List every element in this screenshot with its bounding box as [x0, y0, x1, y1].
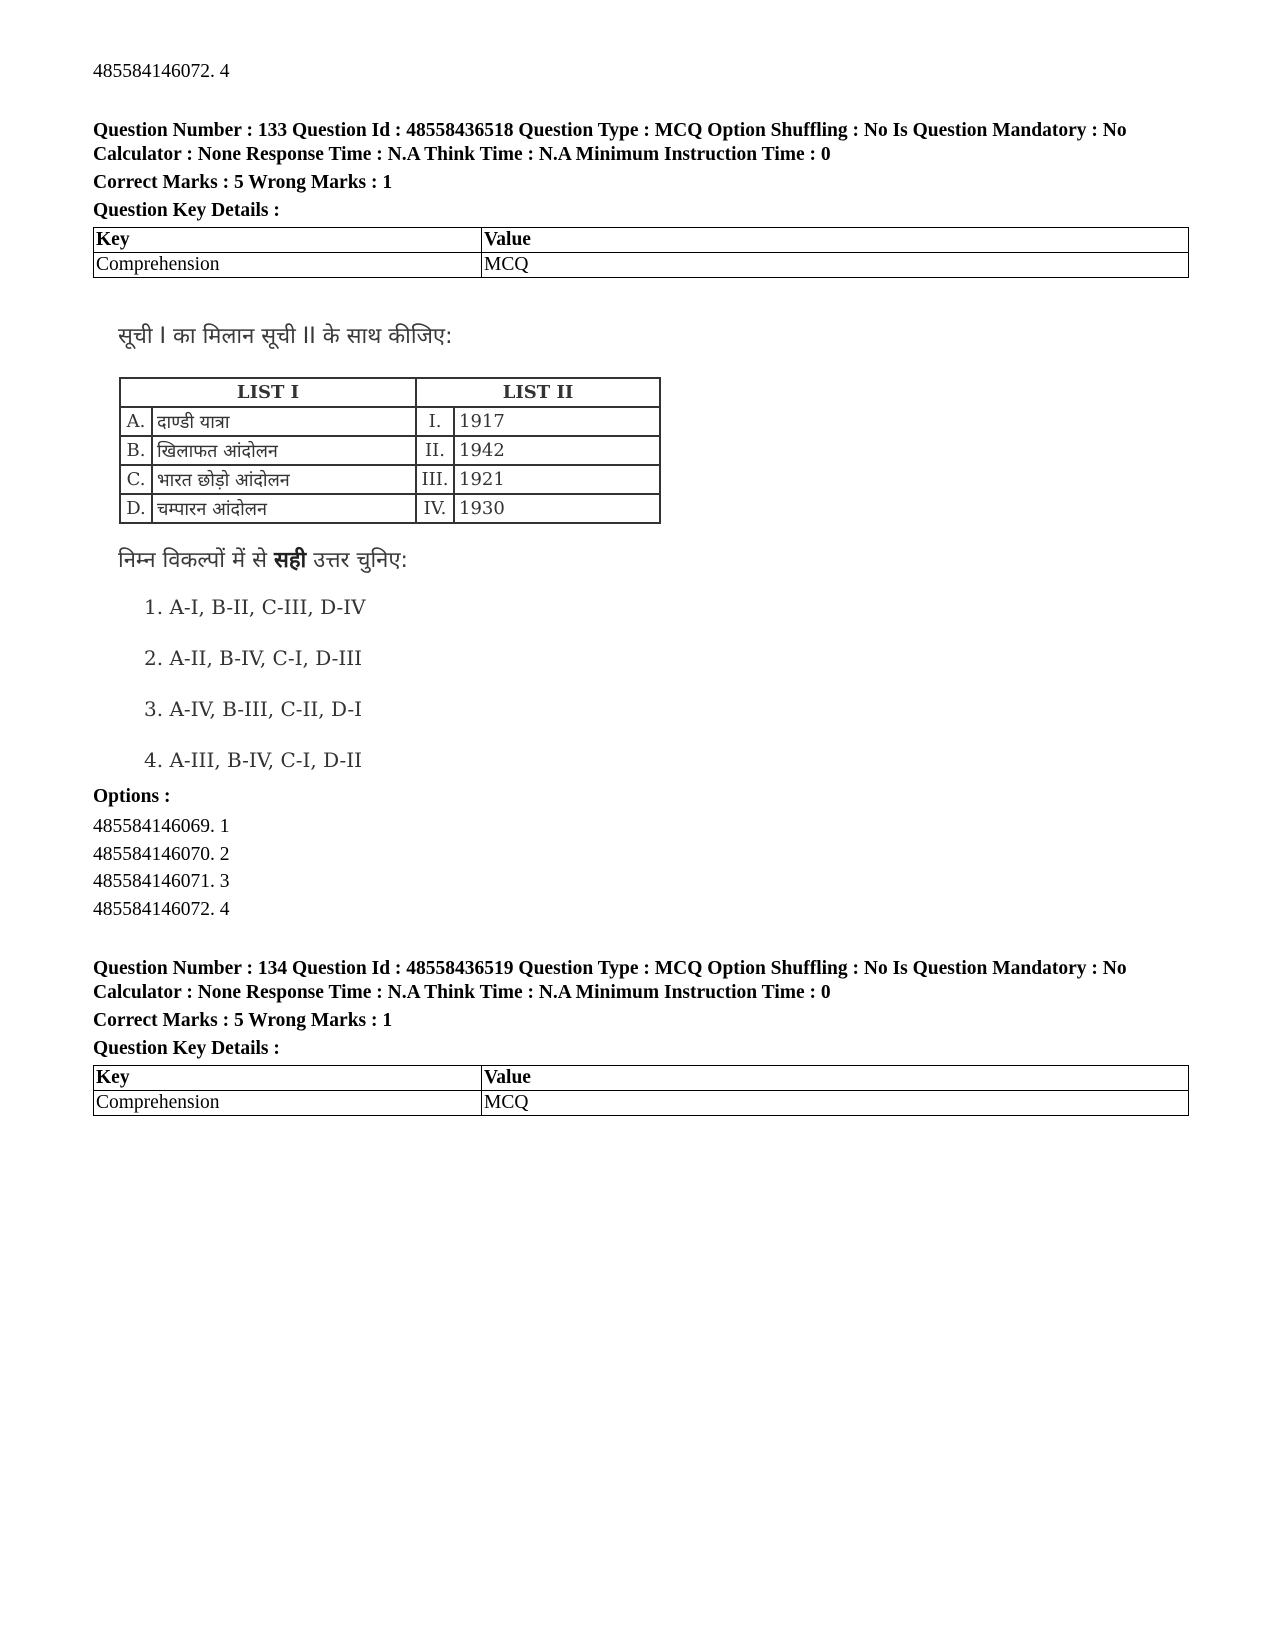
table-header-row [94, 1066, 1189, 1091]
question-image [114, 312, 734, 792]
key-details-table [93, 227, 1189, 278]
list2-year: 1930 [454, 494, 660, 523]
table-cell-key: Comprehension [94, 253, 482, 278]
list1-letter: B. [120, 436, 152, 465]
list1-item: भारत छोड़ो आंदोलन [152, 465, 416, 494]
choice-item: 1. A-I, B-II, C-III, D-IV [144, 595, 366, 619]
match-lists-table [119, 377, 661, 524]
options-label: Options : [93, 786, 171, 807]
list1-item: खिलाफत आंदोलन [152, 436, 416, 465]
table-cell-key: Comprehension [94, 1091, 482, 1116]
option-item: 485584146069. 1 [93, 816, 230, 837]
choice-item: 4. A-III, B-IV, C-I, D-II [144, 748, 363, 772]
choose-instruction [118, 544, 408, 574]
table-row [120, 494, 660, 523]
choose-bold-word: सही [274, 548, 307, 573]
choice-item: 2. A-II, B-IV, C-I, D-III [144, 646, 363, 670]
question-133-block [93, 119, 1193, 278]
list2-roman: IV. [416, 494, 454, 523]
option-item: 485584146071. 3 [93, 871, 230, 892]
table-header-key: Key [94, 1066, 482, 1091]
option-item: 485584146072. 4 [93, 898, 230, 920]
choice-item: 3. A-IV, B-III, C-II, D-I [144, 697, 363, 721]
table-cell-value: MCQ [482, 1091, 1189, 1116]
question-header: Question Number : 133 Question Id : 48558436518 Question Type : MCQ Option Shuffling : No Is Question Mandatory : No Calculator : None Response Time : N.A Think Time : N.A Minimum Instruction Time : 0 [93, 120, 1127, 165]
question-134-block [93, 957, 1193, 1116]
list2-year: 1917 [454, 407, 660, 436]
table-row [94, 1091, 1189, 1116]
list2-year: 1942 [454, 436, 660, 465]
option-item: 485584146070. 2 [93, 843, 230, 865]
table-header-value: Value [482, 228, 1189, 253]
list1-item: दाण्डी यात्रा [152, 407, 416, 436]
key-details-label: Question Key Details : [93, 200, 280, 221]
table-header-row [94, 228, 1189, 253]
table-row [120, 465, 660, 494]
table-header-value: Value [482, 1066, 1189, 1091]
list2-roman: II. [416, 436, 454, 465]
table-header-key: Key [94, 228, 482, 253]
marks-line: Correct Marks : 5 Wrong Marks : 1 [93, 172, 393, 193]
options-list [93, 813, 230, 923]
list2-header: LIST II [416, 378, 660, 407]
choice-list [144, 592, 366, 796]
question-header: Question Number : 134 Question Id : 48558436519 Question Type : MCQ Option Shuffling : No Is Question Mandatory : No Calculator : None Response Time : N.A Think Time : N.A Minimum Instruction Time : 0 [93, 958, 1127, 1003]
table-cell-value: MCQ [482, 253, 1189, 278]
list2-roman: I. [416, 407, 454, 436]
choose-prefix: निम्न विकल्पों में से [118, 548, 274, 573]
table-row [120, 436, 660, 465]
list2-year: 1921 [454, 465, 660, 494]
lists-header-row [120, 378, 660, 407]
table-row [120, 407, 660, 436]
table-row [94, 253, 1189, 278]
list2-roman: III. [416, 465, 454, 494]
list1-letter: D. [120, 494, 152, 523]
list1-item: चम्पारन आंदोलन [152, 494, 416, 523]
previous-option-line: 485584146072. 4 [93, 61, 230, 82]
list1-letter: A. [120, 407, 152, 436]
key-details-table [93, 1065, 1189, 1116]
marks-line: Correct Marks : 5 Wrong Marks : 1 [93, 1010, 393, 1031]
question-instruction: सूची I का मिलान सूची II के साथ कीजिए: [118, 324, 453, 349]
choose-suffix: उत्तर चुनिए: [306, 548, 408, 573]
list1-header: LIST I [120, 378, 416, 407]
list1-letter: C. [120, 465, 152, 494]
key-details-label: Question Key Details : [93, 1038, 280, 1059]
